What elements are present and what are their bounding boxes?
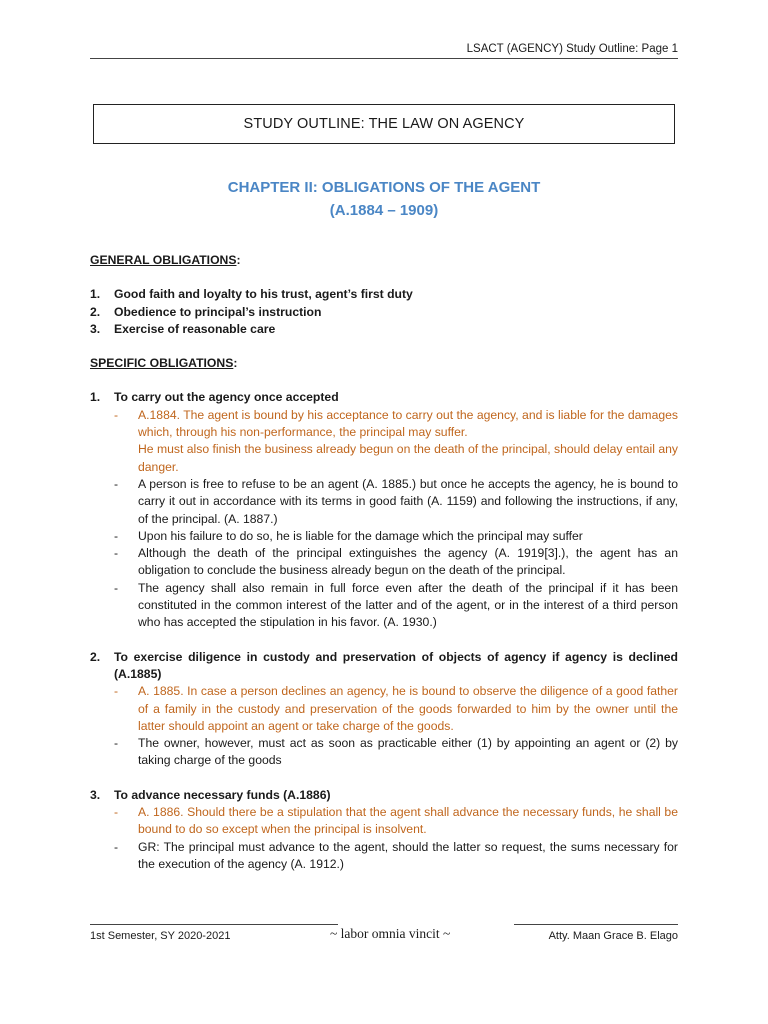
list-item [90, 321, 678, 338]
list-item [90, 304, 678, 321]
bullet-item [90, 683, 678, 735]
section-heading-text: GENERAL OBLIGATIONS [90, 253, 237, 267]
heading-colon: : [233, 356, 238, 371]
obligation-1 [90, 389, 678, 631]
footer-rule-left [90, 924, 338, 925]
item-number: 1. [90, 287, 101, 302]
document-title: STUDY OUTLINE: THE LAW ON AGENCY [93, 104, 675, 144]
item-number: 3. [90, 787, 101, 802]
bullet-text: A. 1885. In case a person declines an agency, he is bound to observe the diligence of a good father of a family in the custody and preservation of the goods forwarded to him by the owner until the latter should appoint an agent or take charge of the goods. [138, 684, 678, 733]
chapter-heading [0, 176, 768, 222]
bullet-item [90, 839, 678, 874]
bullet-text [138, 407, 678, 476]
obligation-title [90, 389, 678, 406]
dash-marker: - [114, 684, 119, 699]
item-text: To exercise diligence in custody and preservation of objects of agency if agency is declined (A.1885) [114, 649, 678, 681]
dash-marker: - [114, 476, 119, 491]
footer-semester: 1st Semester, SY 2020-2021 [90, 930, 231, 942]
chapter-article-range: (A.1884 – 1909) [329, 202, 439, 219]
bullet-text: GR: The principal must advance to the agent, should the latter so request, the sums necessary for the execution of the agency (A. 1912.) [138, 839, 678, 871]
obligation-2 [90, 649, 678, 770]
bullet-list [90, 407, 678, 632]
item-text: To advance necessary funds (A.1886) [114, 787, 331, 802]
bullet-item [90, 476, 678, 528]
dash-marker: - [114, 546, 119, 561]
dash-marker: - [114, 736, 119, 751]
bullet-text: A. 1886. Should there be a stipulation that the agent shall advance the necessary funds, he shall be bound to do so except when the principal is insolvent. [138, 805, 678, 837]
specific-obligations-heading [90, 355, 678, 372]
bullet-item [90, 545, 678, 580]
footer-motto: ~ labor omnia vincit ~ [330, 926, 451, 941]
general-obligations-heading [90, 252, 678, 269]
item-text: Good faith and loyalty to his trust, agent’s first duty [114, 287, 413, 302]
codal-text: A.1884. The agent is bound by his acceptance to carry out the agency, and is liable for the damages which, through his non-performance, the principal may suffer. [138, 407, 678, 440]
dash-marker: - [114, 839, 119, 854]
section-heading-text: SPECIFIC OBLIGATIONS [90, 356, 234, 371]
outline-body [90, 252, 678, 873]
item-number: 2. [90, 649, 101, 664]
dash-marker: - [114, 407, 119, 422]
general-obligations-list [90, 286, 678, 338]
footer-author: Atty. Maan Grace B. Elago [548, 930, 678, 942]
item-text: Exercise of reasonable care [114, 321, 276, 336]
dash-marker: - [114, 580, 119, 595]
obligation-3 [90, 787, 678, 873]
bullet-item [90, 580, 678, 632]
page-footer [90, 910, 678, 950]
bullet-text: Upon his failure to do so, he is liable for the damage which the principal may suffer [138, 528, 583, 543]
item-number: 2. [90, 304, 101, 319]
bullet-item [90, 528, 678, 545]
obligation-title [90, 649, 678, 684]
bullet-text: The owner, however, must act as soon as practicable either (1) by appointing an agent or (2) by taking charge of the goods [138, 736, 678, 768]
heading-colon: : [236, 253, 241, 267]
bullet-text: Although the death of the principal extinguishes the agency (A. 1919[3].), the agent has an obligation to conclude the business already begun on the death of the principal. [138, 546, 678, 578]
footer-rule-right [514, 924, 678, 925]
dash-marker: - [114, 528, 119, 543]
item-number: 3. [90, 321, 101, 336]
dash-marker: - [114, 805, 119, 820]
bullet-item [90, 804, 678, 839]
codal-text: He must also finish the business already begun on the death of the principal, should delay entail any danger. [138, 442, 678, 474]
bullet-item [90, 407, 678, 476]
obligation-title [90, 787, 678, 804]
bullet-list [90, 683, 678, 769]
item-text: To carry out the agency once accepted [114, 390, 339, 405]
list-item [90, 286, 678, 303]
bullet-text: A person is free to refuse to be an agent (A. 1885.) but once he accepts the agency, he is bound to carry it out in accordance with its terms in good faith (A. 1159) and following the instructions, if any, of the principal. (A. 1887.) [138, 476, 678, 526]
item-number: 1. [90, 390, 101, 405]
bullet-item [90, 735, 678, 770]
bullet-list [90, 804, 678, 873]
chapter-title: CHAPTER II: OBLIGATIONS OF THE AGENT [227, 179, 541, 196]
page-header: LSACT (AGENCY) Study Outline: Page 1 [90, 43, 678, 59]
bullet-text: The agency shall also remain in full force even after the death of the principal if it has been constituted in the common interest of the latter and of the agent, or in the interest of a third person who has accepted the stipulation in his favor. (A. 1930.) [138, 580, 678, 630]
item-text: Obedience to principal’s instruction [114, 304, 322, 319]
